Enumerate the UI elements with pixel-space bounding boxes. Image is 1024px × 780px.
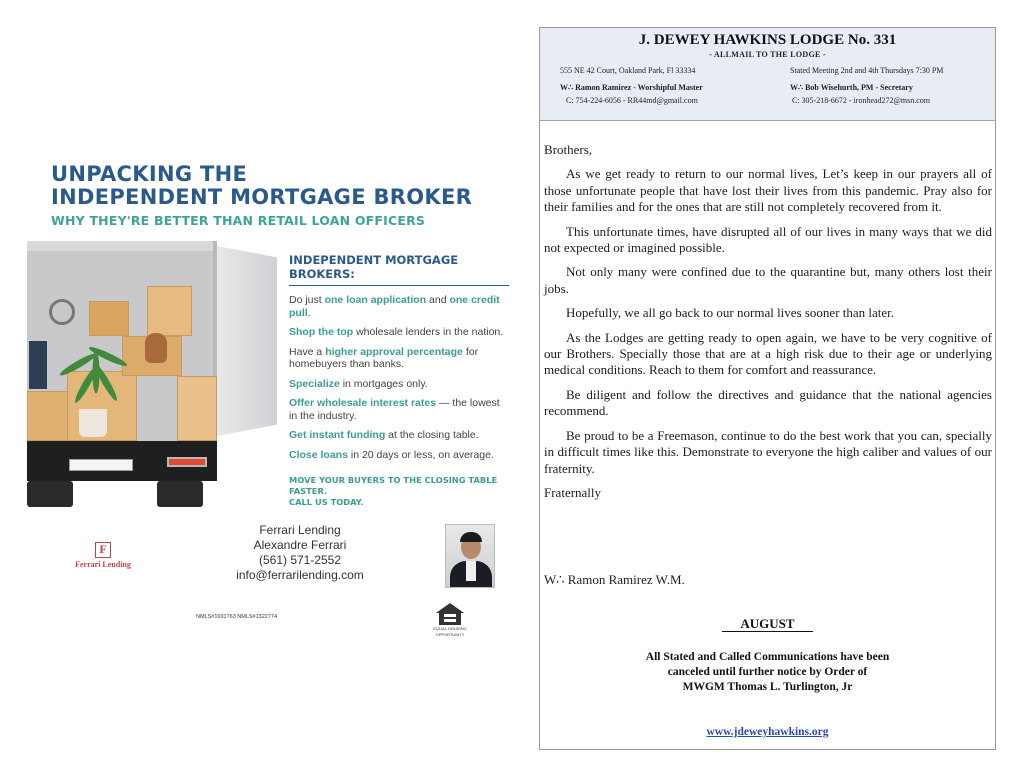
letter-paragraph: As the Lodges are getting ready to open again, we have to be very cognitive of our Brothers. Specially those that are at a high risk due to their age or underlying medical conditions. Reach to them for comfort and reassurance.: [544, 329, 992, 378]
truck-wheel: [157, 481, 203, 507]
ad-headline-line-2: INDEPENDENT MORTGAGE BROKER: [51, 185, 473, 209]
truck-door: [217, 246, 277, 436]
letter-paragraph: As we get ready to return to our normal lives, Let’s keep in our prayers all of those unfortunate people that have lost their lives from this pandemic. Pray also for their families and for the ones that are still not completely recovered from it.: [544, 166, 992, 215]
benefit-item: Offer wholesale interest rates — the lowest in the industry.: [289, 397, 500, 422]
lodge-website-link[interactable]: www.jdeweyhawkins.org: [706, 726, 829, 738]
benefit-item: Specialize in mortgages only.: [289, 377, 428, 390]
ad-headline-line-1: UNPACKING THE: [51, 162, 248, 186]
moving-box: [27, 391, 72, 441]
benefit-item: Get instant funding at the closing table.: [289, 429, 479, 441]
truck-wheel: [27, 481, 73, 507]
tail-light: [167, 457, 207, 467]
benefit-item: Close loans in 20 days or less, on average.: [289, 448, 494, 461]
moving-box: [89, 301, 129, 336]
letter-paragraph: Hopefully, we all go back to our normal lives sooner than later.: [566, 305, 895, 321]
equal-housing-logo: EQUAL HOUSING OPPORTUNITY: [432, 602, 468, 637]
salutation: Brothers,: [544, 142, 593, 157]
equal-housing-icon: [435, 602, 465, 626]
letter-paragraph: Not only many were confined due to the quarantine but, many others lost their jobs.: [544, 264, 992, 296]
moving-truck-illustration: [27, 241, 282, 521]
letter-paragraph: Be proud to be a Freemason, continue to do the best work that you can, specially in difficult times like this. Demonstrate to everyone the high caliber and values of our fraternity.: [544, 427, 992, 476]
license-plate: [69, 459, 133, 471]
secretary-contact: C: 305-218-6672 - ironhead272@msn.com: [792, 96, 931, 105]
worshipful-master: W∴ Ramon Ramirez - Worshipful Master: [560, 83, 703, 92]
lodge-address: 555 NE 42 Court, Oakland Park, Fl 33334: [560, 66, 696, 75]
contact-email: info@ferrarilending.com: [236, 568, 364, 582]
contact-company: Ferrari Lending: [259, 523, 341, 537]
logo-mark-icon: F: [95, 542, 111, 558]
lamp: [49, 299, 75, 325]
nmls-numbers: NMLS#1691763 NMLS#1322774: [196, 614, 278, 620]
moving-box: [177, 376, 217, 441]
benefit-item: Do just one loan application and one credit pull.: [289, 294, 500, 319]
ad-headline: [51, 163, 472, 209]
contact-block: [215, 523, 385, 583]
letter-paragraph: Be diligent and follow the directives and guidance that the national agencies recommend.: [544, 386, 992, 419]
secretary: W∴ Bob Wisehurth, PM - Secretary: [790, 83, 913, 92]
meeting-schedule: Stated Meeting 2nd and 4th Thursdays 7:30 PM: [790, 66, 944, 75]
call-to-action: MOVE YOUR BUYERS TO THE CLOSING TABLE FASTER. CALL US TODAY.: [289, 475, 498, 507]
contact-name: Alexandre Ferrari: [253, 538, 347, 552]
lodge-title: J. DEWEY HAWKINS LODGE No. 331: [638, 32, 897, 48]
logo-text: Ferrari Lending: [75, 560, 131, 569]
mortgage-ad: [27, 145, 513, 530]
lodge-letter: [539, 27, 996, 750]
letter-paragraph: This unfortunate times, have disrupted all of our lives in many ways that we did not expected or imagined possible.: [544, 223, 992, 256]
benefit-item: Shop the top wholesale lenders in the nation.: [289, 326, 504, 338]
list-heading: INDEPENDENT MORTGAGE BROKERS:: [289, 253, 509, 286]
master-contact: C: 754-224-6056 - RR44md@gmail.com: [566, 96, 698, 105]
ad-subheadline: WHY THEY'RE BETTER THAN RETAIL LOAN OFFICERS: [51, 213, 426, 228]
teddy-bear: [145, 333, 167, 363]
agent-headshot: [445, 524, 495, 588]
broker-benefits-list: [289, 253, 509, 508]
chair: [29, 341, 47, 389]
letterhead: [540, 28, 995, 121]
ferrari-lending-logo: [72, 540, 134, 569]
cancellation-notice: All Stated and Called Communications have been canceled until further notice by Order of MWGM Thomas L. Turlington, Jr: [645, 651, 890, 693]
benefit-item: Have a higher approval percentage for homebuyers than banks.: [289, 345, 479, 370]
month-heading: AUGUST: [540, 616, 995, 632]
signature: W∴ Ramon Ramirez W.M.: [544, 572, 685, 587]
contact-phone: (561) 571-2552: [258, 553, 342, 567]
plant-leaf: [93, 352, 100, 394]
letter-body: [544, 142, 992, 509]
moving-box: [147, 286, 192, 336]
closing: Fraternally: [544, 484, 602, 500]
lodge-subtitle: - ALLMAIL TO THE LODGE -: [709, 50, 826, 59]
plant-pot: [79, 409, 107, 437]
